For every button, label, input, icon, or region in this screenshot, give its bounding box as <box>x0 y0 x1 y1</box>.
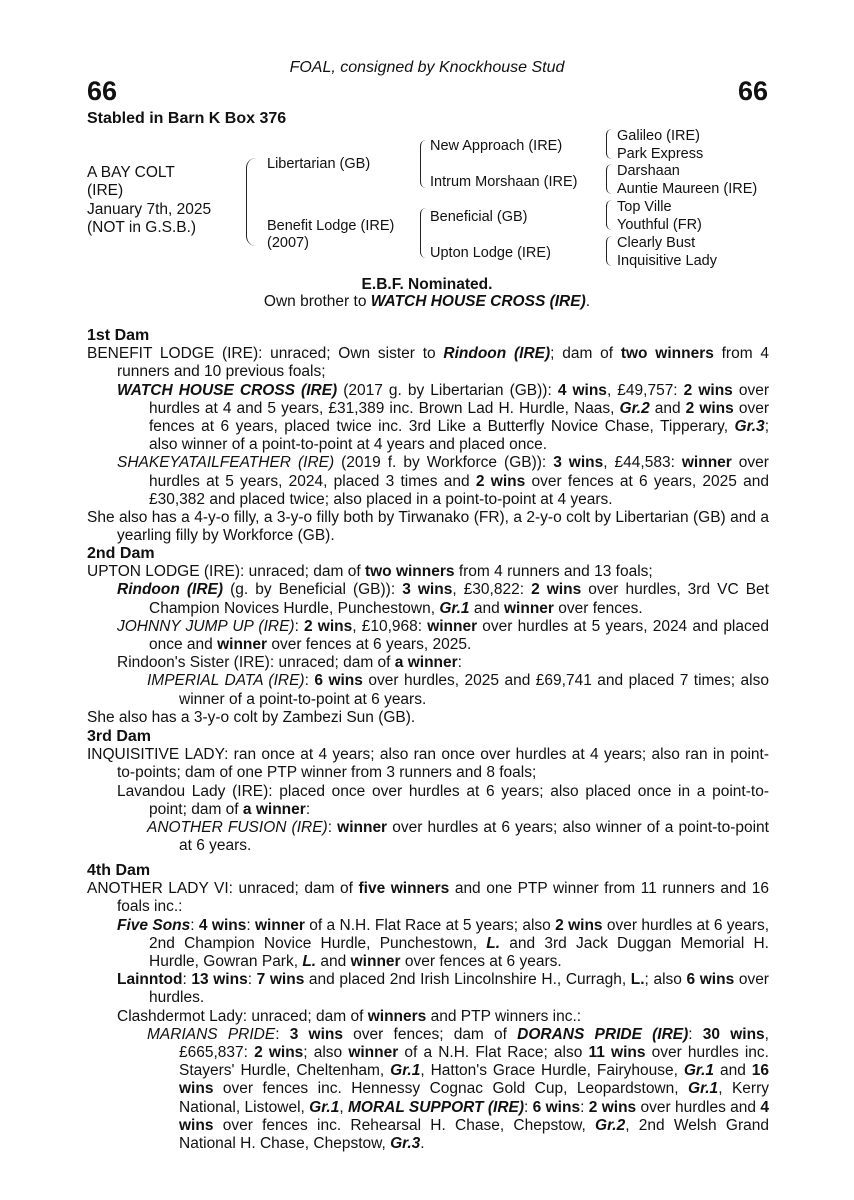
progeny-rindoon: Rindoon (IRE) (g. by Beneficial (GB)): 3 wins, £30,822: 2 wins over hurdles, 3rd VC Bet Champion Novices Hurdle, Punchestown, Gr.1 and winner over fences. <box>117 581 769 617</box>
progeny-lainntod: Lainntod: 13 wins: 7 wins and placed 2nd Irish Lincolnshire H., Curragh, L.; also 6 wins over hurdles. <box>117 971 769 1007</box>
pedigree-dam: Benefit Lodge (IRE) <box>267 218 395 234</box>
pedigree-ggs-3: Top Ville <box>617 199 672 215</box>
first-dam-heading: 1st Dam <box>87 327 150 344</box>
stabling-info: Stabled in Barn K Box 376 <box>87 110 287 127</box>
second-dam-entry: UPTON LODGE (IRE): unraced; dam of two winners from 4 runners and 13 foals; <box>87 563 653 581</box>
pedigree-sire: Libertarian (GB) <box>267 156 371 172</box>
consignor-line: FOAL, consigned by Knockhouse Stud <box>289 59 565 76</box>
fourth-dam-entry: ANOTHER LADY VI: unraced; dam of five winners and one PTP winner from 11 runners and 16 foals inc.: <box>87 880 769 916</box>
first-dam-other-progeny: She also has a 4-y-o filly, a 3-y-o filly both by Tirwanako (FR), a 2-y-o colt by Libertarian (GB) and a yearling filly by Workforce (GB). <box>87 509 769 545</box>
horse-description-line2: (IRE) <box>87 182 124 199</box>
pedigree-ggs-4: Clearly Bust <box>617 235 696 251</box>
pedigree-brace-dam <box>420 208 428 258</box>
gsb-status: (NOT in G.S.B.) <box>87 219 197 236</box>
progeny-rindoons-sister: Rindoon's Sister (IRE): unraced; dam of a winner: <box>117 654 462 672</box>
pedigree-ggd-2: Auntie Maureen (IRE) <box>617 181 758 197</box>
pedigree-brace-1 <box>606 129 614 159</box>
foaling-date: January 7th, 2025 <box>87 201 212 218</box>
pedigree-ggs-2: Darshaan <box>617 163 680 179</box>
pedigree-brace-3 <box>606 200 614 230</box>
progeny-marians-pride: MARIANS PRIDE: 3 wins over fences; dam of DORANS PRIDE (IRE): 30 wins, £665,837: 2 wins; also winner of a N.H. Flat Race; also 11 wins over hurdles inc. Stayers' Hurdle, Cheltenham, Gr.1, Hatton's Grace Hurdle, Fairyhouse, Gr.1 and 16 wins over fences inc. Hennessy Cognac Gold Cup, Leopardstown, Gr.1, Kerry National, Listowel, Gr.1, MORAL SUPPORT (IRE): 6 wins: 2 wins over hurdles and 4 wins over fences inc. Rehearsal H. Chase, Chepstow, Gr.2, 2nd Welsh Grand National H. Chase, Chepstow, Gr.3. <box>147 1025 770 1153</box>
horse-description-line1: A BAY COLT <box>87 164 175 181</box>
pedigree-brace-main <box>246 158 256 246</box>
own-brother-line: Own brother to WATCH HOUSE CROSS (IRE). <box>263 293 591 310</box>
second-dam-other-progeny: She also has a 3-y-o colt by Zambezi Sun (GB). <box>87 708 416 726</box>
progeny-watch-house-cross: WATCH HOUSE CROSS (IRE) (2017 g. by Libertarian (GB)): 4 wins, £49,757: 2 wins over hurdles at 4 and 5 years, £31,389 inc. Brown Lad H. Hurdle, Naas, Gr.2 and 2 wins over fences at 6 years, placed twice inc. 3rd Like a Butterfly Novice Chase, Tipperary, Gr.3; also winner of a point-to-point at 4 years and placed once. <box>117 381 769 454</box>
pedigree-ggs-1: Galileo (IRE) <box>617 128 700 144</box>
second-dam-heading: 2nd Dam <box>87 545 155 562</box>
pedigree-ggd-3: Youthful (FR) <box>617 217 702 233</box>
pedigree-dam-dam: Upton Lodge (IRE) <box>430 245 551 261</box>
progeny-lavandou-lady: Lavandou Lady (IRE): placed once over hurdles at 6 years; also placed once in a point-to-point; dam of a winner: <box>117 782 769 818</box>
section-third-dam <box>87 728 769 855</box>
pedigree-brace-sire <box>420 140 428 188</box>
progeny-five-sons: Five Sons: 4 wins: winner of a N.H. Flat Race at 5 years; also 2 wins over hurdles at 6 years, 2nd Champion Novice Hurdle, Punchestown, L. and 3rd Jack Duggan Memorial H. Hurdle, Gowran Park, L. and winner over fences at 6 years. <box>117 916 769 971</box>
progeny-johnny-jump-up: JOHNNY JUMP UP (IRE): 2 wins, £10,968: winner over hurdles at 5 years, 2024 and placed once and winner over fences at 6 years, 2025. <box>117 617 769 654</box>
ebf-nomination: E.B.F. Nominated. <box>361 276 493 293</box>
pedigree-sire-sire: New Approach (IRE) <box>430 138 563 154</box>
pedigree-brace-4 <box>606 236 614 266</box>
progeny-another-fusion: ANOTHER FUSION (IRE): winner over hurdles at 6 years; also winner of a point-to-point at 6 years. <box>147 819 769 855</box>
third-dam-entry: INQUISITIVE LADY: ran once at 4 years; also ran once over hurdles at 4 years; also ran in point-to-points; dam of one PTP winner from 3 runners and 8 foals; <box>87 746 769 782</box>
pedigree-sire-dam: Intrum Morshaan (IRE) <box>430 174 578 190</box>
pedigree-ggd-1: Park Express <box>617 146 704 162</box>
lot-number-left: 66 <box>87 76 118 106</box>
pedigree-dam-year: (2007) <box>267 235 309 251</box>
progeny-imperial-data: IMPERIAL DATA (IRE): 6 wins over hurdles, 2025 and £69,741 and placed 7 times; also winner of a point-to-point at 6 years. <box>147 672 769 708</box>
section-second-dam <box>87 545 769 727</box>
pedigree-ggd-4: Inquisitive Lady <box>617 253 717 269</box>
fourth-dam-heading: 4th Dam <box>87 862 151 879</box>
first-dam-entry: BENEFIT LODGE (IRE): unraced; Own sister to Rindoon (IRE); dam of two winners from 4 runners and 10 previous foals; <box>87 345 770 381</box>
third-dam-heading: 3rd Dam <box>87 728 152 745</box>
progeny-clashdermot-lady: Clashdermot Lady: unraced; dam of winners and PTP winners inc.: <box>117 1007 582 1025</box>
lot-number-right: 66 <box>737 76 768 106</box>
pedigree-brace-2 <box>606 164 614 194</box>
section-first-dam <box>87 327 769 545</box>
progeny-shakeyatailfeather: SHAKEYATAILFEATHER (IRE) (2019 f. by Workforce (GB)): 3 wins, £44,583: winner over hurdles at 5 years, 2024, placed 3 times and 2 wins over fences at 6 years, 2025 and £30,382 and placed twice; also placed in a point-to-point at 4 years. <box>117 454 769 508</box>
pedigree-dam-sire: Beneficial (GB) <box>430 209 528 225</box>
section-fourth-dam <box>87 862 769 1153</box>
